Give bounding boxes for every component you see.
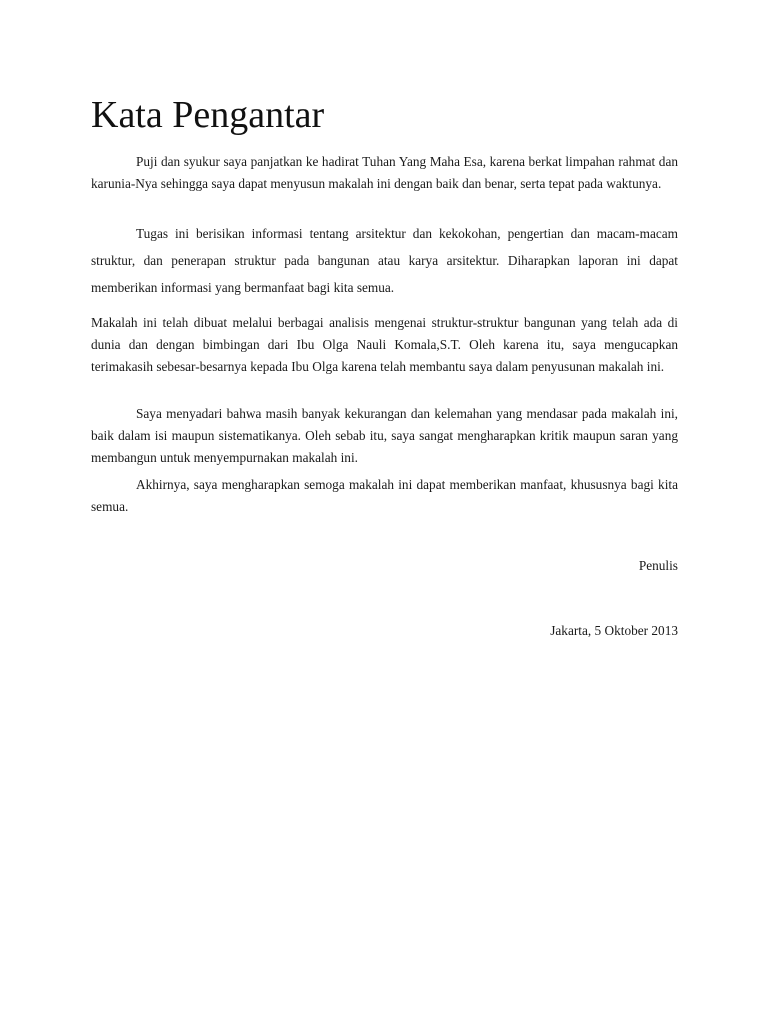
signature-author: Penulis bbox=[638, 558, 678, 573]
paragraph-acknowledgement: Makalah ini telah dibuat melalui berbagai analisis mengenai struktur-struktur bangunan yang telah ada di dunia dan dengan bimbingan dari Ibu Olga Nauli Komala,S.T. Oleh karena itu, saya mengucapkan terimakasih sebesar-besarnya kepada Ibu Olga karena telah membantu saya dalam penyusunan makalah ini. bbox=[91, 315, 678, 374]
paragraph-shortcomings: Saya menyadari bahwa masih banyak kekurangan dan kelemahan yang mendasar pada makalah ini, baik dalam isi maupun sistematikanya. Oleh sebab itu, saya sangat mengharapkan kritik maupun saran yang membangun untuk menyempurnakan makalah ini. bbox=[91, 406, 678, 465]
paragraph-opening: Puji dan syukur saya panjatkan ke hadirat Tuhan Yang Maha Esa, karena berkat limpahan rahmat dan karunia-Nya sehingga saya dapat menyusun makalah ini dengan baik dan benar, serta tepat pada waktunya. bbox=[91, 154, 678, 191]
page-title: Kata Pengantar bbox=[91, 94, 325, 136]
paragraph-closing: Akhirnya, saya mengharapkan semoga makalah ini dapat memberikan manfaat, khususnya bagi kita semua. bbox=[91, 477, 678, 514]
place-and-date: Jakarta, 5 Oktober 2013 bbox=[550, 623, 678, 638]
paragraph-content: Tugas ini berisikan informasi tentang arsitektur dan kekokohan, pengertian dan macam-macam struktur, dan penerapan struktur pada bangunan atau karya arsitektur. Diharapkan laporan ini dapat memberikan informasi yang bermanfaat bagi kita semua. bbox=[91, 226, 678, 295]
